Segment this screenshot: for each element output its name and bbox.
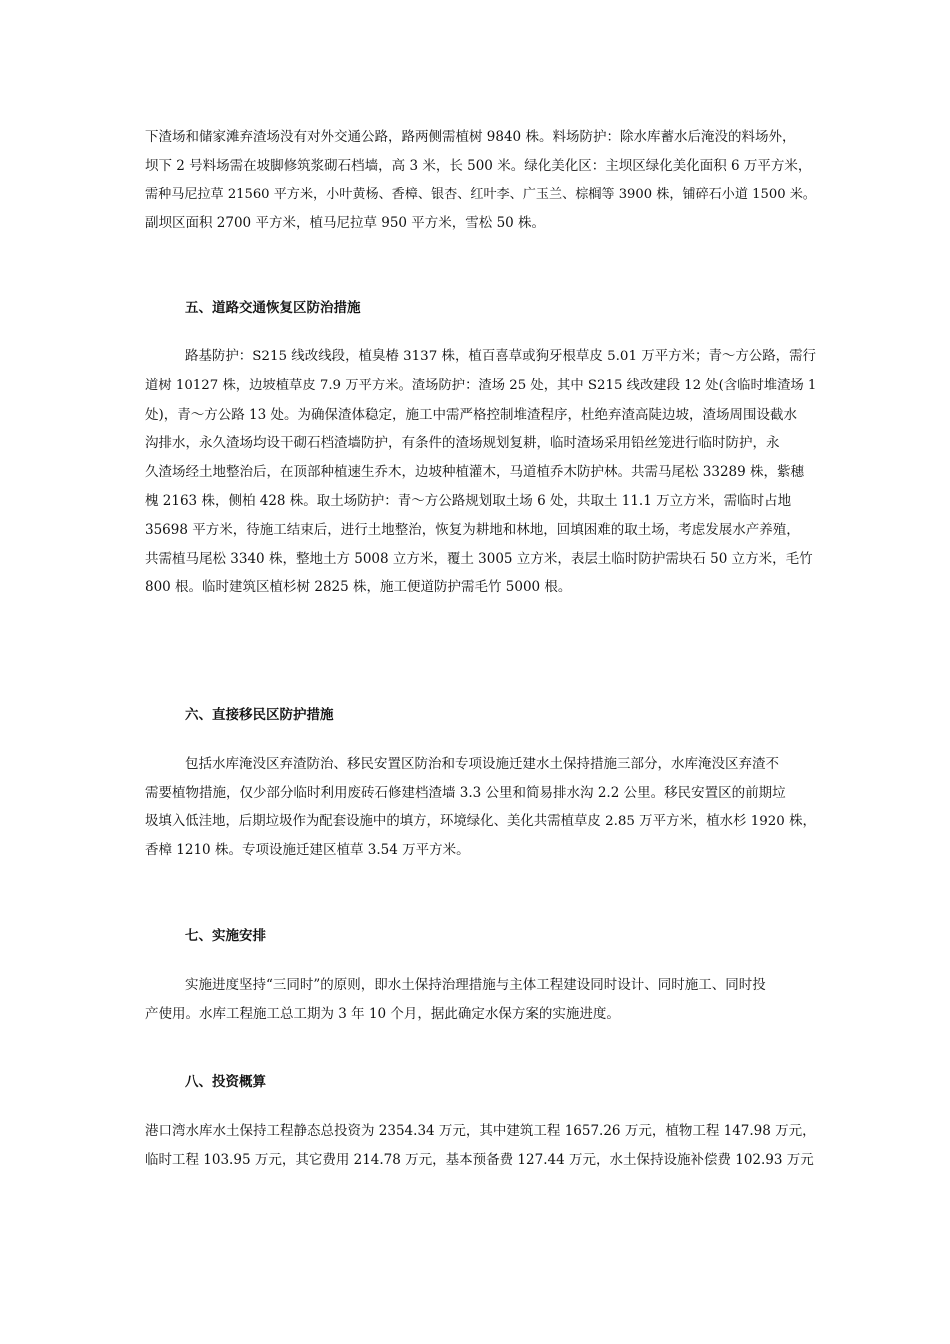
text-line: 沟排水，永久渣场均设干砌石档渣墙防护，有条件的渣场规划复耕，临时渣场采用铅丝笼进行临时防护，永 <box>145 435 780 452</box>
paragraph-road-traffic <box>145 343 817 602</box>
paragraph-slag-and-greening <box>145 123 817 238</box>
text-line: 港口湾水库水土保持工程静态总投资为 2354.34 万元，其中建筑工程 1657.26 万元，植物工程 147.98 万元， <box>145 1123 816 1139</box>
text-line: 共需植马尾松 3340 株，整地土方 5008 立方米，覆土 3005 立方米，表层土临时防护需块石 50 立方米，毛竹 <box>145 550 813 567</box>
text-line: 需种马尼拉草 21560 平方米，小叶黄杨、香樟、银杏、红叶李、广玉兰、棕榈等 3900 株，铺碎石小道 1500 米。 <box>145 186 816 202</box>
paragraph-investment <box>145 1117 817 1175</box>
text-line: 副坝区面积 2700 平方米，植马尼拉草 950 平方米，雪松 50 株。 <box>145 215 546 232</box>
text-line: 实施进度坚持“三同时”的原则，即水土保持治理措施与主体工程建设同时设计、同时施工、同时投 <box>185 977 766 993</box>
text-line: 道树 10127 株，边坡植草皮 7.9 万平方米。渣场防护：渣场 25 处，其中 S215 线改建段 12 处(含临时堆渣场 1 <box>145 377 817 393</box>
paragraph-implementation <box>145 971 817 1029</box>
text-line: 产使用。水库工程施工总工期为 3 年 10 个月，据此确定水保方案的实施进度。 <box>145 1005 620 1022</box>
text-line: 临时工程 103.95 万元，其它费用 214.78 万元，基本预备费 127.44 万元，水土保持设施补偿费 102.93 万元 <box>145 1151 814 1168</box>
paragraph-resettlement <box>145 750 817 865</box>
text-line: 800 根。临时建筑区植杉树 2825 株，施工便道防护需毛竹 5000 根。 <box>145 579 572 596</box>
text-line: 包括水库淹没区弃渣防治、移民安置区防治和专项设施迁建水土保持措施三部分，水库淹没区弃渣不 <box>185 756 779 772</box>
text-line: 下渣场和储家滩弃渣场没有对外交通公路，路两侧需植树 9840 株。料场防护：除水库蓄水后淹没的料场外， <box>145 129 796 145</box>
text-line: 久渣场经土地整治后，在顶部种植速生乔木，边坡种植灌木，马道植乔木防护林。共需马尾松 33289 株，紫穗 <box>145 464 805 481</box>
text-line: 35698 平方米，待施工结束后，进行土地整治，恢复为耕地和林地，回填困难的取土场，考虑发展水产养殖， <box>145 521 800 538</box>
text-line: 需要植物措施，仅少部分临时利用废砖石修建档渣墙 3.3 公里和简易排水沟 2.2 公里。移民安置区的前期垃 <box>145 784 786 801</box>
text-line: 圾填入低洼地，后期垃圾作为配套设施中的填方，环境绿化、美化共需植草皮 2.85 万平方米，植水杉 1920 株， <box>145 813 816 829</box>
text-line: 处)，青～方公路 13 处。为确保渣体稳定，施工中需严格控制堆渣程序，杜绝弃渣高陡边坡，渣场周围设截水 <box>145 406 798 423</box>
text-line: 槐 2163 株，侧柏 428 株。取土场防护：青～方公路规划取土场 6 处，共取土 11.1 万立方米，需临时占地 <box>145 492 792 509</box>
section-heading-5: 五、道路交通恢复区防治措施 <box>185 300 361 316</box>
section-heading-7: 七、实施安排 <box>185 928 266 944</box>
text-line: 坝下 2 号料场需在坡脚修筑浆砌石档墙，高 3 米，长 500 米。绿化美化区：主坝区绿化美化面积 6 万平方米， <box>145 157 812 174</box>
section-heading-6: 六、直接移民区防护措施 <box>185 707 334 723</box>
text-line: 路基防护：S215 线改线段，植臭椿 3137 株，植百喜草或狗牙根草皮 5.01 万平方米；青～方公路，需行 <box>185 349 816 364</box>
text-line: 香樟 1210 株。专项设施迁建区植草 3.54 万平方米。 <box>145 842 470 859</box>
section-heading-8: 八、投资概算 <box>185 1074 266 1090</box>
